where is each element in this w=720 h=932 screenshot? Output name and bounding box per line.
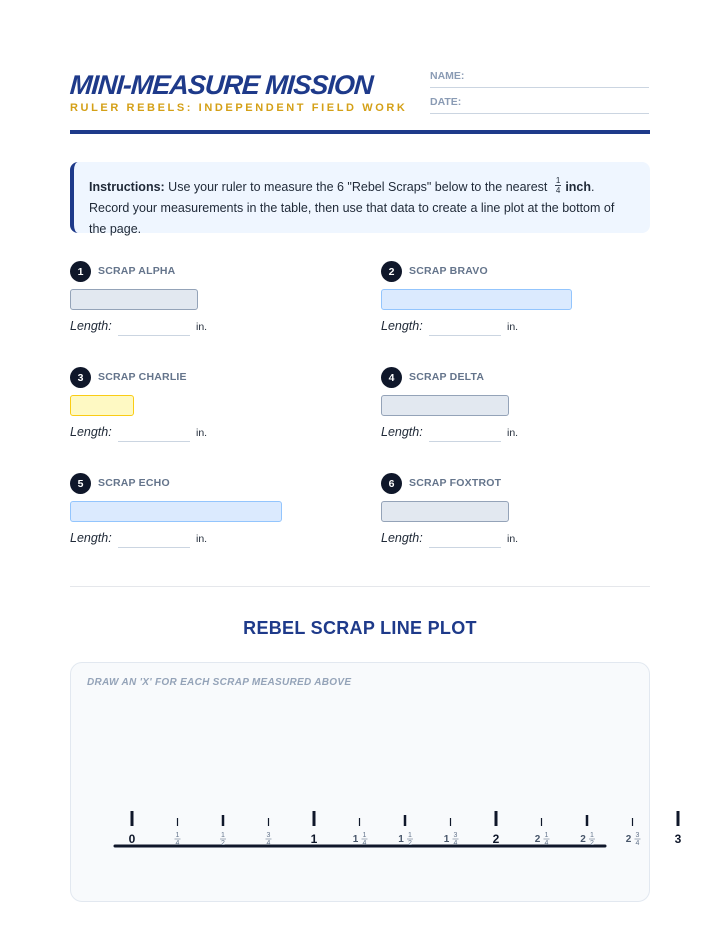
- scrap-name: SCRAP DELTA: [409, 371, 485, 383]
- length-label: Length:: [381, 425, 423, 439]
- tick-label-denominator: 2: [408, 840, 412, 847]
- tick-label-denominator: 2: [590, 840, 594, 847]
- scrap-bar: [70, 501, 282, 522]
- instructions-box: [70, 162, 650, 236]
- scrap-bar: [381, 289, 572, 310]
- instructions-unit: inch: [565, 180, 592, 194]
- tick-label-denominator: 4: [635, 840, 640, 847]
- plot-title: REBEL SCRAP LINE PLOT: [243, 618, 477, 638]
- date-field[interactable]: DATE:: [430, 96, 649, 114]
- length-label: Length:: [70, 425, 112, 439]
- instructions-text-2: . Record your measurements in the table, then use that data to create a line plot at the bottom of the page.: [89, 180, 615, 236]
- scrap-number-badge: 1: [70, 261, 91, 282]
- tick-label: 2: [492, 832, 500, 846]
- scrap-card: [381, 261, 661, 361]
- length-answer-blank[interactable]: [118, 441, 190, 442]
- length-unit: in.: [507, 427, 519, 439]
- scrap-card: [70, 473, 350, 573]
- tick-label-denominator: 4: [175, 840, 180, 847]
- scrap-card: [381, 367, 661, 467]
- length-answer-blank[interactable]: [118, 547, 190, 548]
- instructions-heading: Instructions:: [89, 180, 165, 194]
- name-field[interactable]: NAME:: [430, 70, 649, 88]
- scrap-name: SCRAP BRAVO: [409, 265, 488, 277]
- scrap-number-badge: 6: [381, 473, 402, 494]
- length-label: Length:: [70, 531, 112, 545]
- scrap-bar: [381, 395, 509, 416]
- section-divider: [70, 586, 650, 587]
- scrap-number-badge: 2: [381, 261, 402, 282]
- length-answer-blank[interactable]: [429, 547, 501, 548]
- scrap-name: SCRAP FOXTROT: [409, 477, 502, 489]
- tick-label-whole: 2: [625, 834, 632, 845]
- length-unit: in.: [196, 533, 208, 545]
- length-answer-blank[interactable]: [429, 441, 501, 442]
- worksheet-subtitle: RULER REBELS: INDEPENDENT FIELD WORK: [70, 102, 408, 114]
- scrap-bar: [70, 289, 198, 310]
- scrap-name: SCRAP ALPHA: [98, 265, 176, 277]
- length-unit: in.: [507, 533, 519, 545]
- scrap-number-badge: 4: [381, 367, 402, 388]
- line-plot-area[interactable]: [70, 662, 682, 902]
- scrap-bar: [381, 501, 509, 522]
- quarter-fraction: $\frac{1}{4}$: [555, 176, 561, 196]
- length-answer-blank[interactable]: [118, 335, 190, 336]
- tick-label-numerator: 1: [175, 832, 180, 839]
- tick-label-numerator: 1: [590, 832, 594, 839]
- tick-label-denominator: 4: [266, 840, 271, 847]
- tick-label-whole: 2: [580, 834, 586, 845]
- tick-label-numerator: 1: [544, 832, 549, 839]
- tick-label-denominator: 2: [221, 840, 225, 847]
- length-label: Length:: [381, 531, 423, 545]
- tick-label-numerator: 1: [221, 832, 225, 839]
- length-unit: in.: [196, 427, 208, 439]
- tick-label-numerator: 3: [635, 832, 640, 839]
- tick-label-whole: 2: [534, 834, 541, 845]
- scrap-number-badge: 5: [70, 473, 91, 494]
- instructions-text: Use your ruler to measure the 6 "Rebel Scraps" below to the nearest: [164, 180, 551, 194]
- tick-label: 1: [310, 832, 318, 846]
- tick-label: 0: [128, 832, 136, 846]
- scrap-number-badge: 3: [70, 367, 91, 388]
- scrap-card: [381, 473, 661, 573]
- length-label: Length:: [70, 319, 112, 333]
- length-answer-blank[interactable]: [429, 335, 501, 336]
- tick-label-denominator: 4: [544, 840, 549, 847]
- tick-label-numerator: 3: [453, 832, 458, 839]
- tick-label-denominator: 4: [453, 840, 458, 847]
- worksheet-title: MINI-MEASURE MISSION: [68, 70, 374, 100]
- tick-label-numerator: 3: [266, 832, 271, 839]
- scrap-name: SCRAP ECHO: [98, 477, 170, 489]
- length-unit: in.: [196, 321, 208, 333]
- tick-label-numerator: 1: [362, 832, 367, 839]
- tick-label-whole: 1: [398, 834, 404, 845]
- tick-label-numerator: 1: [408, 832, 412, 839]
- tick-label-whole: 1: [352, 834, 359, 845]
- scrap-name: SCRAP CHARLIE: [98, 371, 187, 383]
- plot-instruction: DRAW AN 'X' FOR EACH SCRAP MEASURED ABOVE: [87, 677, 352, 688]
- tick-label-whole: 1: [443, 834, 450, 845]
- scrap-bar: [70, 395, 134, 416]
- number-line: [71, 663, 682, 900]
- scrap-card: [70, 261, 350, 361]
- tick-label: 3: [674, 832, 682, 846]
- tick-label-denominator: 4: [362, 840, 367, 847]
- scrap-card: [70, 367, 350, 467]
- length-unit: in.: [507, 321, 519, 333]
- header-rule: [70, 130, 650, 134]
- length-label: Length:: [381, 319, 423, 333]
